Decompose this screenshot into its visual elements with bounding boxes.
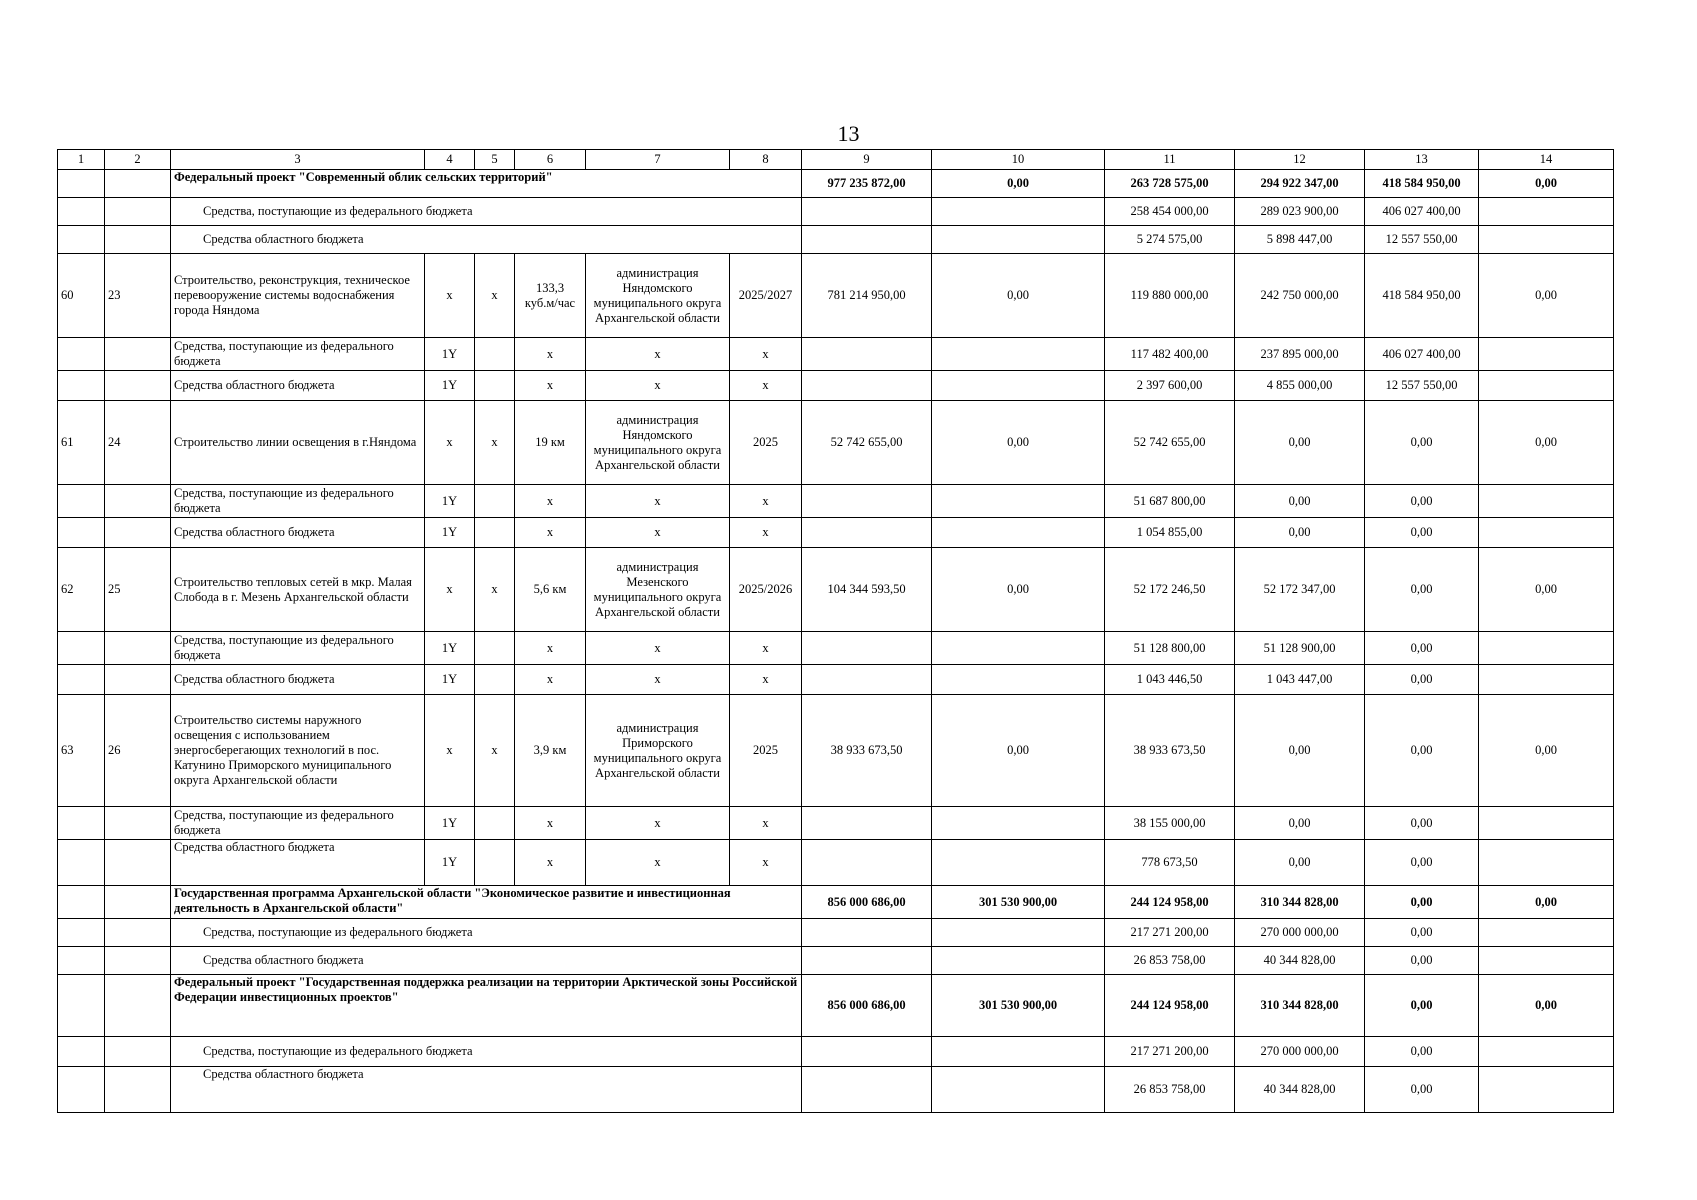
table-row-source (58, 1067, 1614, 1113)
column-header: 2 (105, 150, 171, 170)
amount-cell: 0,00 (932, 170, 1105, 198)
amount-cell: 244 124 958,00 (1105, 975, 1235, 1037)
amount-cell: 406 027 400,00 (1365, 338, 1479, 371)
column-header: 6 (515, 150, 586, 170)
amount-cell: 38 933 673,50 (802, 695, 932, 807)
amount-cell: 977 235 872,00 (802, 170, 932, 198)
code-cell (475, 338, 515, 371)
amount-cell: 0,00 (1479, 548, 1614, 632)
row-number-cell (58, 1067, 105, 1113)
period-cell: 2025 (730, 401, 802, 485)
customer-cell: x (586, 518, 730, 548)
capacity-cell: x (515, 840, 586, 886)
code-cell (475, 518, 515, 548)
amount-cell: 781 214 950,00 (802, 254, 932, 338)
table-row-source (58, 226, 1614, 254)
table-row-source (58, 198, 1614, 226)
amount-cell: 0,00 (1365, 1037, 1479, 1067)
amount-cell: 26 853 758,00 (1105, 1067, 1235, 1113)
customer-cell: x (586, 371, 730, 401)
amount-cell: 0,00 (932, 548, 1105, 632)
amount-cell: 51 128 800,00 (1105, 632, 1235, 665)
object-name: Строительство, реконструкция, техническое перевооружение системы водоснабжения города Няндома (171, 254, 425, 338)
code-cell (475, 665, 515, 695)
amount-cell: 301 530 900,00 (932, 886, 1105, 919)
amount-cell: 270 000 000,00 (1235, 1037, 1365, 1067)
capacity-cell: 19 км (515, 401, 586, 485)
table-row-sub (58, 807, 1614, 840)
item-number-cell (105, 840, 171, 886)
capacity-cell: x (515, 518, 586, 548)
customer-cell: администрация Няндомского муниципального округа Архангельской области (586, 401, 730, 485)
amount-cell (1479, 632, 1614, 665)
table-row-source (58, 1037, 1614, 1067)
page-number: 13 (837, 121, 860, 146)
amount-cell: 0,00 (1365, 695, 1479, 807)
code-cell: 1Y (425, 632, 475, 665)
amount-cell: 856 000 686,00 (802, 886, 932, 919)
amount-cell: 244 124 958,00 (1105, 886, 1235, 919)
column-header: 8 (730, 150, 802, 170)
amount-cell (802, 919, 932, 947)
amount-cell: 0,00 (1365, 840, 1479, 886)
table-row-sub (58, 632, 1614, 665)
amount-cell (1479, 485, 1614, 518)
amount-cell (1479, 1067, 1614, 1113)
capacity-cell: x (515, 338, 586, 371)
amount-cell: 0,00 (1479, 254, 1614, 338)
item-number-cell (105, 371, 171, 401)
amount-cell: 26 853 758,00 (1105, 947, 1235, 975)
amount-cell: 0,00 (932, 254, 1105, 338)
table-row-object (58, 401, 1614, 485)
code-cell (475, 632, 515, 665)
column-header: 4 (425, 150, 475, 170)
amount-cell: 12 557 550,00 (1365, 371, 1479, 401)
amount-cell: 1 043 447,00 (1235, 665, 1365, 695)
period-cell: x (730, 632, 802, 665)
code-cell: 1Y (425, 338, 475, 371)
item-number-cell (105, 338, 171, 371)
table-row-sub (58, 518, 1614, 548)
amount-cell (1479, 1037, 1614, 1067)
amount-cell (932, 807, 1105, 840)
amount-cell: 237 895 000,00 (1235, 338, 1365, 371)
capacity-cell: 5,6 км (515, 548, 586, 632)
period-cell: x (730, 485, 802, 518)
capacity-cell: 3,9 км (515, 695, 586, 807)
funding-source-label: Средства областного бюджета (171, 371, 425, 401)
amount-cell: 51 687 800,00 (1105, 485, 1235, 518)
amount-cell (802, 1037, 932, 1067)
table-row-source (58, 947, 1614, 975)
row-number-cell (58, 665, 105, 695)
code-cell: 1Y (425, 840, 475, 886)
amount-cell: 2 397 600,00 (1105, 371, 1235, 401)
amount-cell (802, 198, 932, 226)
amount-cell: 0,00 (1365, 518, 1479, 548)
amount-cell: 4 855 000,00 (1235, 371, 1365, 401)
column-header: 10 (932, 150, 1105, 170)
amount-cell: 0,00 (1365, 665, 1479, 695)
customer-cell: x (586, 840, 730, 886)
funding-source-label: Средства, поступающие из федерального бюджета (171, 919, 802, 947)
table-body (58, 150, 1614, 1113)
amount-cell: 0,00 (932, 401, 1105, 485)
period-cell: x (730, 807, 802, 840)
item-number-cell (105, 1067, 171, 1113)
budget-table (57, 149, 1614, 1113)
funding-source-label: Средства областного бюджета (171, 665, 425, 695)
capacity-cell: x (515, 807, 586, 840)
row-number-cell: 61 (58, 401, 105, 485)
item-number-cell (105, 947, 171, 975)
amount-cell: 270 000 000,00 (1235, 919, 1365, 947)
amount-cell (802, 371, 932, 401)
amount-cell: 52 742 655,00 (1105, 401, 1235, 485)
amount-cell: 0,00 (1235, 840, 1365, 886)
customer-cell: x (586, 665, 730, 695)
amount-cell: 5 898 447,00 (1235, 226, 1365, 254)
item-number-cell (105, 919, 171, 947)
customer-cell: x (586, 807, 730, 840)
amount-cell: 778 673,50 (1105, 840, 1235, 886)
amount-cell: 1 054 855,00 (1105, 518, 1235, 548)
amount-cell (1479, 665, 1614, 695)
amount-cell: 217 271 200,00 (1105, 919, 1235, 947)
funding-source-label: Средства областного бюджета (171, 840, 425, 886)
code-cell: 1Y (425, 807, 475, 840)
amount-cell: 52 172 347,00 (1235, 548, 1365, 632)
amount-cell: 0,00 (1479, 975, 1614, 1037)
item-number-cell (105, 632, 171, 665)
code-cell: 1Y (425, 518, 475, 548)
funding-source-label: Средства областного бюджета (171, 1067, 802, 1113)
customer-cell: x (586, 485, 730, 518)
customer-cell: администрация Няндомского муниципального округа Архангельской области (586, 254, 730, 338)
code-cell: x (475, 548, 515, 632)
amount-cell: 242 750 000,00 (1235, 254, 1365, 338)
table-row-source (58, 919, 1614, 947)
amount-cell: 0,00 (1479, 170, 1614, 198)
item-number-cell (105, 1037, 171, 1067)
amount-cell: 0,00 (1235, 695, 1365, 807)
customer-cell: x (586, 338, 730, 371)
amount-cell (1479, 518, 1614, 548)
table-row-section (58, 975, 1614, 1037)
item-number-cell (105, 170, 171, 198)
amount-cell (932, 485, 1105, 518)
item-number-cell (105, 886, 171, 919)
amount-cell (932, 198, 1105, 226)
amount-cell (932, 665, 1105, 695)
column-header: 14 (1479, 150, 1614, 170)
amount-cell (932, 947, 1105, 975)
funding-source-label: Средства, поступающие из федерального бюджета (171, 338, 425, 371)
amount-cell: 0,00 (1479, 695, 1614, 807)
funding-source-label: Средства областного бюджета (171, 947, 802, 975)
code-cell: x (475, 254, 515, 338)
amount-cell: 0,00 (1479, 886, 1614, 919)
row-number-cell (58, 198, 105, 226)
amount-cell (1479, 226, 1614, 254)
row-number-cell (58, 338, 105, 371)
period-cell: x (730, 665, 802, 695)
code-cell (475, 371, 515, 401)
amount-cell: 38 933 673,50 (1105, 695, 1235, 807)
funding-source-label: Средства областного бюджета (171, 518, 425, 548)
table-row-object (58, 548, 1614, 632)
section-title: Федеральный проект "Современный облик сельских территорий" (171, 170, 802, 198)
amount-cell: 52 742 655,00 (802, 401, 932, 485)
row-number-cell: 62 (58, 548, 105, 632)
amount-cell (932, 1067, 1105, 1113)
funding-source-label: Средства областного бюджета (171, 226, 802, 254)
amount-cell: 0,00 (932, 695, 1105, 807)
code-cell: x (475, 401, 515, 485)
item-number-cell (105, 807, 171, 840)
amount-cell (802, 1067, 932, 1113)
amount-cell (802, 338, 932, 371)
amount-cell (1479, 807, 1614, 840)
row-number-cell (58, 807, 105, 840)
amount-cell (932, 371, 1105, 401)
funding-source-label: Средства, поступающие из федерального бюджета (171, 807, 425, 840)
object-name: Строительство тепловых сетей в мкр. Малая Слобода в г. Мезень Архангельской области (171, 548, 425, 632)
amount-cell: 0,00 (1365, 485, 1479, 518)
code-cell: x (475, 695, 515, 807)
row-number-cell (58, 919, 105, 947)
period-cell: x (730, 518, 802, 548)
funding-source-label: Средства, поступающие из федерального бюджета (171, 198, 802, 226)
header-row (58, 150, 1614, 170)
period-cell: x (730, 338, 802, 371)
amount-cell: 289 023 900,00 (1235, 198, 1365, 226)
table-row-object (58, 254, 1614, 338)
amount-cell: 119 880 000,00 (1105, 254, 1235, 338)
amount-cell: 104 344 593,50 (802, 548, 932, 632)
amount-cell: 301 530 900,00 (932, 975, 1105, 1037)
table-row-sub (58, 840, 1614, 886)
column-header: 9 (802, 150, 932, 170)
item-number-cell (105, 518, 171, 548)
amount-cell: 0,00 (1365, 548, 1479, 632)
amount-cell: 310 344 828,00 (1235, 975, 1365, 1037)
amount-cell (932, 338, 1105, 371)
row-number-cell (58, 226, 105, 254)
amount-cell: 258 454 000,00 (1105, 198, 1235, 226)
code-cell: x (425, 401, 475, 485)
amount-cell: 0,00 (1235, 518, 1365, 548)
table-row-sub (58, 485, 1614, 518)
amount-cell: 0,00 (1365, 947, 1479, 975)
amount-cell (1479, 947, 1614, 975)
customer-cell: x (586, 632, 730, 665)
column-header: 12 (1235, 150, 1365, 170)
amount-cell (1479, 919, 1614, 947)
amount-cell: 0,00 (1365, 886, 1479, 919)
amount-cell: 52 172 246,50 (1105, 548, 1235, 632)
row-number-cell (58, 170, 105, 198)
code-cell (475, 807, 515, 840)
table-row-object (58, 695, 1614, 807)
capacity-cell: x (515, 665, 586, 695)
column-header: 13 (1365, 150, 1479, 170)
amount-cell: 40 344 828,00 (1235, 947, 1365, 975)
amount-cell (932, 226, 1105, 254)
amount-cell: 263 728 575,00 (1105, 170, 1235, 198)
customer-cell: администрация Мезенского муниципального округа Архангельской области (586, 548, 730, 632)
row-number-cell (58, 632, 105, 665)
amount-cell: 117 482 400,00 (1105, 338, 1235, 371)
amount-cell: 40 344 828,00 (1235, 1067, 1365, 1113)
section-title: Государственная программа Архангельской области "Экономическое развитие и инвестиционная деятельность в Архангельской области" (171, 886, 802, 919)
amount-cell: 0,00 (1235, 401, 1365, 485)
capacity-cell: 133,3 куб.м/час (515, 254, 586, 338)
amount-cell: 0,00 (1235, 485, 1365, 518)
period-cell: 2025 (730, 695, 802, 807)
capacity-cell: x (515, 371, 586, 401)
amount-cell (932, 1037, 1105, 1067)
capacity-cell: x (515, 485, 586, 518)
amount-cell: 1 043 446,50 (1105, 665, 1235, 695)
amount-cell (1479, 338, 1614, 371)
period-cell: x (730, 840, 802, 886)
item-number-cell (105, 485, 171, 518)
code-cell: 1Y (425, 371, 475, 401)
amount-cell (932, 840, 1105, 886)
amount-cell: 856 000 686,00 (802, 975, 932, 1037)
table-row-sub (58, 371, 1614, 401)
item-number-cell (105, 975, 171, 1037)
customer-cell: администрация Приморского муниципального округа Архангельской области (586, 695, 730, 807)
amount-cell (802, 840, 932, 886)
code-cell: 1Y (425, 485, 475, 518)
code-cell: 1Y (425, 665, 475, 695)
row-number-cell (58, 485, 105, 518)
amount-cell (932, 632, 1105, 665)
code-cell (475, 485, 515, 518)
amount-cell: 0,00 (1365, 975, 1479, 1037)
amount-cell: 406 027 400,00 (1365, 198, 1479, 226)
period-cell: 2025/2026 (730, 548, 802, 632)
amount-cell (932, 919, 1105, 947)
row-number-cell (58, 947, 105, 975)
amount-cell: 310 344 828,00 (1235, 886, 1365, 919)
amount-cell: 5 274 575,00 (1105, 226, 1235, 254)
row-number-cell (58, 886, 105, 919)
period-cell: x (730, 371, 802, 401)
row-number-cell: 63 (58, 695, 105, 807)
item-number-cell: 25 (105, 548, 171, 632)
amount-cell: 294 922 347,00 (1235, 170, 1365, 198)
item-number-cell (105, 665, 171, 695)
funding-source-label: Средства, поступающие из федерального бюджета (171, 485, 425, 518)
amount-cell: 51 128 900,00 (1235, 632, 1365, 665)
code-cell: x (425, 695, 475, 807)
amount-cell: 38 155 000,00 (1105, 807, 1235, 840)
amount-cell: 217 271 200,00 (1105, 1037, 1235, 1067)
amount-cell (1479, 198, 1614, 226)
table-row-section (58, 886, 1614, 919)
item-number-cell: 23 (105, 254, 171, 338)
section-title: Федеральный проект "Государственная поддержка реализации на территории Арктической зоны Российской Федерации инвестиционных проектов" (171, 975, 802, 1037)
row-number-cell (58, 518, 105, 548)
funding-source-label: Средства, поступающие из федерального бюджета (171, 632, 425, 665)
row-number-cell (58, 371, 105, 401)
amount-cell: 0,00 (1365, 632, 1479, 665)
row-number-cell (58, 1037, 105, 1067)
column-header: 7 (586, 150, 730, 170)
amount-cell (1479, 371, 1614, 401)
table-row-section (58, 170, 1614, 198)
amount-cell: 0,00 (1479, 401, 1614, 485)
amount-cell: 418 584 950,00 (1365, 254, 1479, 338)
amount-cell: 0,00 (1365, 807, 1479, 840)
column-header: 11 (1105, 150, 1235, 170)
object-name: Строительство линии освещения в г.Няндома (171, 401, 425, 485)
code-cell: x (425, 254, 475, 338)
amount-cell (802, 665, 932, 695)
column-header: 5 (475, 150, 515, 170)
row-number-cell (58, 840, 105, 886)
amount-cell: 12 557 550,00 (1365, 226, 1479, 254)
amount-cell: 0,00 (1235, 807, 1365, 840)
funding-source-label: Средства, поступающие из федерального бюджета (171, 1037, 802, 1067)
amount-cell (802, 518, 932, 548)
amount-cell (1479, 840, 1614, 886)
amount-cell: 0,00 (1365, 919, 1479, 947)
amount-cell: 0,00 (1365, 401, 1479, 485)
amount-cell (802, 947, 932, 975)
amount-cell (802, 226, 932, 254)
object-name: Строительство системы наружного освещения с использованием энергосберегающих технологий в пос. Катунино Приморского муниципального округа Архангельской области (171, 695, 425, 807)
amount-cell (802, 807, 932, 840)
column-header: 3 (171, 150, 425, 170)
capacity-cell: x (515, 632, 586, 665)
amount-cell: 418 584 950,00 (1365, 170, 1479, 198)
column-header: 1 (58, 150, 105, 170)
amount-cell (932, 518, 1105, 548)
row-number-cell: 60 (58, 254, 105, 338)
amount-cell (802, 632, 932, 665)
period-cell: 2025/2027 (730, 254, 802, 338)
code-cell: x (425, 548, 475, 632)
table-row-sub (58, 665, 1614, 695)
item-number-cell (105, 198, 171, 226)
amount-cell: 0,00 (1365, 1067, 1479, 1113)
item-number-cell: 26 (105, 695, 171, 807)
amount-cell (802, 485, 932, 518)
code-cell (475, 840, 515, 886)
table-row-sub (58, 338, 1614, 371)
item-number-cell (105, 226, 171, 254)
item-number-cell: 24 (105, 401, 171, 485)
row-number-cell (58, 975, 105, 1037)
